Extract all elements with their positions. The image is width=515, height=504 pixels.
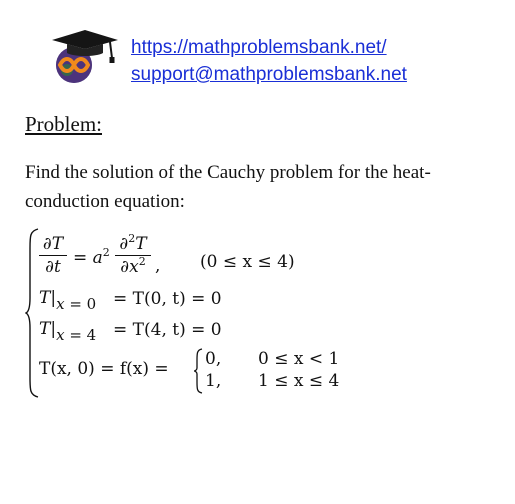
bc-right: T(4, t) = 0 — [132, 320, 222, 340]
pde-domain: (0 ≤ x ≤ 4) — [200, 252, 295, 272]
left-brace — [25, 228, 39, 398]
email-link[interactable]: support@mathproblemsbank.net — [131, 64, 407, 85]
bc-left: T(0, t) = 0 — [132, 289, 222, 309]
d2T-dx2-fraction: ∂$^2$T $\partial x^2$ — [115, 234, 151, 277]
initial-condition-lhs: T(x, 0) = f(x) = — [39, 359, 169, 379]
equals-a-squared: = $a^2$ — [73, 246, 110, 268]
cauchy-problem-system — [25, 226, 445, 406]
bc-right-rhs: = T(4, t) = 0 — [113, 320, 222, 340]
piece-1-condition: 0 ≤ x < 1 — [258, 349, 340, 369]
piece-2-value: 1, — [205, 371, 222, 391]
website-link[interactable]: https://mathproblemsbank.net/ — [131, 37, 387, 58]
bc-left-lhs: T|x = 0 — [39, 288, 97, 313]
contact-links — [131, 34, 407, 88]
problem-statement: Find the solution of the Cauchy problem for the heat-conduction equation: — [25, 162, 431, 212]
dT-dt-fraction: ∂T ∂t — [39, 234, 67, 277]
piece-2-condition: 1 ≤ x ≤ 4 — [258, 371, 340, 391]
pde-comma: , — [155, 256, 161, 276]
piece-1-value: 0, — [205, 349, 222, 369]
bc-right-lhs: T|x = 4 — [39, 319, 97, 344]
bc-left-rhs: = T(0, t) = 0 — [113, 289, 222, 309]
graduation-cap-infinity-logo-icon — [52, 28, 122, 88]
piecewise-brace — [193, 348, 203, 394]
problem-heading: Problem: — [25, 112, 102, 136]
